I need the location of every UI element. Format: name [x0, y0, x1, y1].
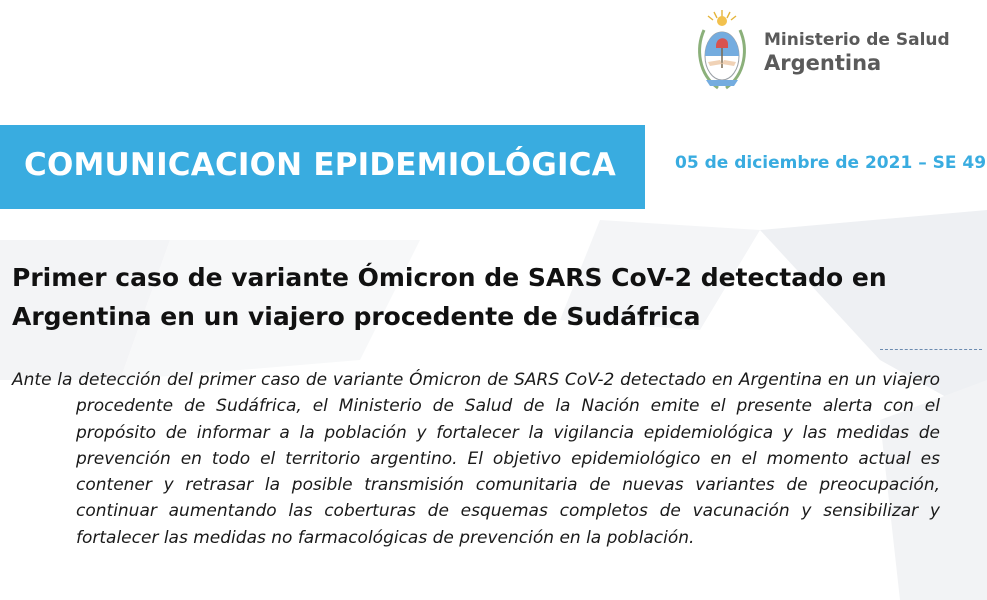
dotted-separator [880, 349, 982, 350]
argentina-coat-of-arms-icon [692, 8, 752, 92]
issue-date: 05 de diciembre de 2021 – SE 49 [675, 153, 987, 173]
document-body-paragraph: Ante la detección del primer caso de variante Ómicron de SARS CoV-2 detectado en Argentina en un viajero procedente de Sudáfrica, el Ministerio de Salud de la Nación emite el presente alerta con el propósito de informar a la población y fortalecer la vigilancia epidemiológica y las medidas de prevención en todo el territorio argentino. El objetivo epidemiológico en el momento actual es contener y retrasar la posible transmisión comunitaria de nuevas variantes de preocupación, continuar aumentando las coberturas de esquemas completos de vacunación y sensibilizar y fortalecer las medidas no farmacológicas de prevención en la población. [12, 370, 940, 548]
ministry-name [764, 30, 950, 76]
ministry-name-line1: Ministerio de Salud [764, 30, 950, 50]
document-title: Primer caso de variante Ómicron de SARS CoV-2 detectado en Argentina en un viajero procedente de Sudáfrica [12, 263, 887, 331]
ministry-name-line2: Argentina [764, 51, 882, 75]
document-type-banner [0, 125, 645, 209]
banner-title: COMUNICACION EPIDEMIOLÓGICA [24, 147, 616, 183]
